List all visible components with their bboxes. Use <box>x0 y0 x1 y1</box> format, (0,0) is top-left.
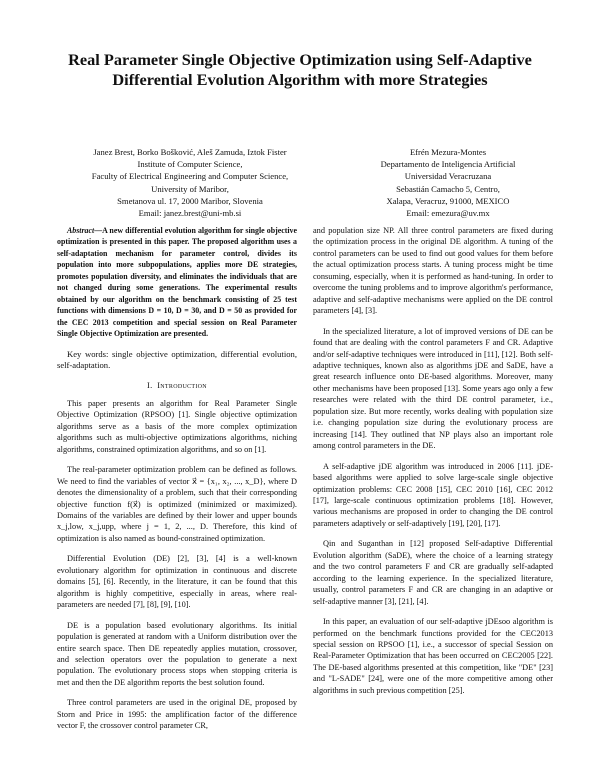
section-heading <box>57 380 297 391</box>
affiliation-right <box>358 146 538 219</box>
authors-right: Efrén Mezura-Montes <box>409 147 487 157</box>
affiliation-line: Xalapa, Veracruz, 91000, MEXICO <box>386 195 510 206</box>
affiliation-line: Institute of Computer Science, <box>137 159 243 170</box>
paragraph: DE is a population based evolutionary algorithms. Its initial population is generated at random with a Uniform distribution over the entire search space. Then DE repeatedly applies mutation, crossover, and selection operators over the population to generate a next population. The evolutionary process stops when stopping criteria is met and then the DE algorithm reports the best solution found. <box>57 620 297 687</box>
paragraph: A self-adaptive jDE algorithm was introduced in 2006 [11]. jDE-based algorithms were applied to solve large-scale single objective optimization problems: CEC 2008 [15], CEC 2010 [16], CEC 2012 [17], large-scale continuous optimization problems [18]. However, various mechanisms are proposed in order to changing the DE control parameters adaptively or self-adaptively [19], [20], [17]. <box>313 461 553 528</box>
abstract <box>57 225 297 340</box>
section-title: Introduction <box>157 381 207 391</box>
paragraph: The real-parameter optimization problem can be defined as follows. We need to find the variables of vector x⃗ = {x₁, x₂, ..., x_D}, where D denotes the dimensionality of a problem, such that their corresponding objective function f(x⃗) is optimized (minimized or maximized). Domains of the variables are defined by their lower and upper bounds x_j,low, x_j,upp, where j = 1, 2, ..., D. Therefore, this kind of optimization is also named as bound-constrained optimization. <box>57 465 297 543</box>
affiliation-line: Smetanova ul. 17, 2000 Maribor, Slovenia <box>117 195 263 206</box>
authors-left: Janez Brest, Borko Bošković, Aleš Zamuda, Iztok Fister <box>93 147 287 157</box>
affiliation-line: Departamento de Inteligencia Artificial <box>380 159 516 170</box>
left-column <box>57 225 297 741</box>
affiliation-line: University of Maribor, <box>151 183 229 194</box>
author-email: Email: janez.brest@uni-mb.si <box>138 208 242 219</box>
abstract-text: —A new differential evolution algorithm for single objective optimization is presented in this paper. The proposed algorithm uses a self-adaptation mechanism for parameter control, divides its population into more subpopulations, applies more DE strategies, promotes population diversity, and eliminates the individuals that are not changed during some generations. The experimental results obtained by our algorithm on the benchmark consisting of 25 test functions with dimensions D = 10, D = 30, and D = 50 as provided for the CEC 2013 competition and special session on Real Parameter Single Objective Optimization are presented. <box>57 226 297 339</box>
paragraph: In this paper, an evaluation of our self-adaptive jDEsoo algorithm is performed on the benchmark functions provided for the CEC2013 special session on RPSOO [1], i.e., a successor of special Session on Real-Parameter Optimization that has been occurred on CEC2005 [22]. The DE-based algorithms presented at this competition, like "DE" [23] and "L-SADE" [24], were one of the more competitive among other algorithms in such previous competition [25]. <box>313 617 553 695</box>
affiliation-left <box>60 146 320 219</box>
affiliation-line: Universidad Veracruzana <box>404 171 492 182</box>
paragraph: Three control parameters are used in the original DE, proposed by Storn and Price in 1995: the amplification factor of the difference vector F, the crossover control parameter CR, <box>57 698 297 731</box>
right-column <box>313 225 553 705</box>
author-email: Email: emezura@uv.mx <box>406 208 490 219</box>
section-number: I. <box>147 381 153 391</box>
affiliation-line: Faculty of Electrical Engineering and Computer Science, <box>91 171 289 182</box>
paragraph: Differential Evolution (DE) [2], [3], [4] is a well-known evolutionary algorithm for optimization in continuous and discrete domains [5], [6]. Recently, in the literature, it can be found that this algorithm is highly competitive, especially in areas, where real-parameters are needed [7], [8], [9], [10]. <box>57 554 297 610</box>
paragraph: In the specialized literature, a lot of improved versions of DE can be found that are dealing with the control parameters F and CR. Adaptive and/or self-adaptive techniques were introduced in [11], [12]. Both self-adaptive techniques, known also as algorithms jDE and SaDE, have a great research influence onto DE-based algorithms. Moreover, many other mechanisms have been proposed [13]. Some years ago only a few researches were related with the third DE control parameter, i.e., population size. But more recently, works dealing with population size i.e. changing population size during the evolutionary process are increasing [14]. They outlined that NP plays also an important role among control parameters in the DE. <box>313 326 553 451</box>
keywords: Key words: single objective optimization, differential evolution, self-adaptation. <box>57 348 297 370</box>
paragraph: This paper presents an algorithm for Real Parameter Single Objective Optimization (RPSOO) [1]. Single objective optimization algorithms serve as a basis of the more complex optimization algorithms such as multi-objective optimizations algorithms, niching algorithms, constrained optimization algorithms, and so on [1]. <box>57 398 297 454</box>
affiliation-line: Sebastián Camacho 5, Centro, <box>396 183 500 194</box>
paragraph: and population size NP. All three control parameters are fixed during the optimization process in the original DE algorithm. A tuning of the control parameters can be used to find out good values for them before the actual optimization process starts. A tuning process might be time consuming, especially, when it is performed as hand-tuning. In order to overcome the tuning problems and to improve algorithm's performance, adaptive and self-adaptive mechanisms were applied on the DE control parameters [4], [3]. <box>313 226 553 316</box>
paper-title: Real Parameter Single Objective Optimization using Self-Adaptive Differential Evolution Algorithm with more Strategies <box>68 50 532 89</box>
abstract-label: Abstract <box>67 226 95 235</box>
paragraph: Qin and Suganthan in [12] proposed Self-adaptive Differential Evolution algorithm (SaDE), where the choice of a learning strategy and the two control parameters F and CR are gradually self-adapted according to the learning experience. In the specialized literature, usually, control parameters F and CR are changing in an adaptive or self-adaptive manner [3], [21], [4]. <box>313 539 553 606</box>
